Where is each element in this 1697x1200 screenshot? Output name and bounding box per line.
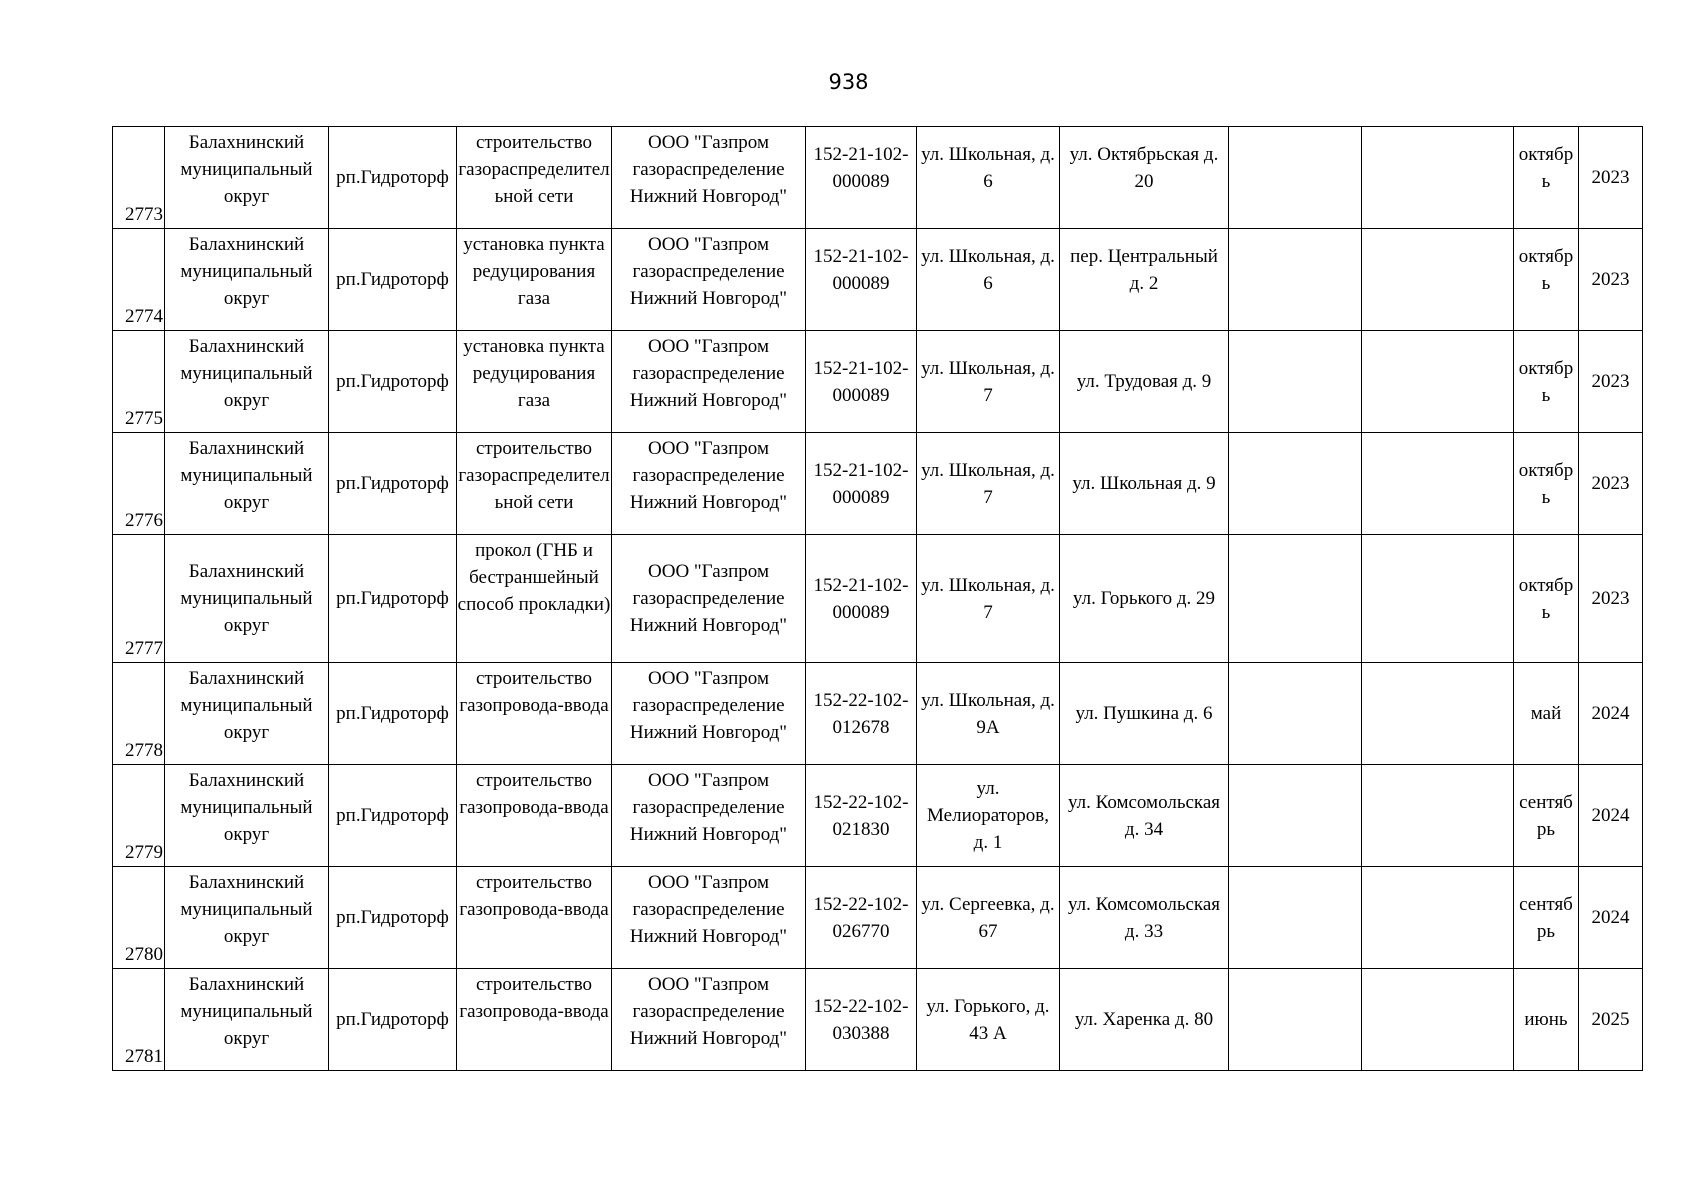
code-cell: 152-21-102-000089 xyxy=(806,433,917,535)
settlement-cell: рп.Гидроторф xyxy=(329,867,457,969)
code-cell: 152-22-102-026770 xyxy=(806,867,917,969)
month-cell: октябрь xyxy=(1514,127,1579,229)
row-number: 2778 xyxy=(113,663,165,765)
table-row xyxy=(113,867,1643,969)
work-type-cell: установка пункта редуцирования газа xyxy=(457,331,612,433)
row-number: 2781 xyxy=(113,969,165,1071)
district-cell: Балахнинский муниципальный округ xyxy=(165,433,329,535)
address-cell: ул. Школьная, д. 7 xyxy=(917,331,1060,433)
address-cell: ул. Школьная, д. 6 xyxy=(917,127,1060,229)
table-row xyxy=(113,969,1643,1071)
month-cell: октябрь xyxy=(1514,433,1579,535)
settlement-cell: рп.Гидроторф xyxy=(329,229,457,331)
empty-cell xyxy=(1362,765,1514,867)
empty-cell xyxy=(1362,229,1514,331)
month-cell: октябрь xyxy=(1514,229,1579,331)
empty-cell xyxy=(1229,229,1362,331)
settlement-cell: рп.Гидроторф xyxy=(329,765,457,867)
empty-cell xyxy=(1229,331,1362,433)
empty-cell xyxy=(1362,331,1514,433)
work-type-cell: строительство газопровода-ввода xyxy=(457,765,612,867)
connection-address-cell: ул. Горького д. 29 xyxy=(1060,535,1229,663)
address-cell: ул. Мелиораторов, д. 1 xyxy=(917,765,1060,867)
code-cell: 152-21-102-000089 xyxy=(806,331,917,433)
empty-cell xyxy=(1229,433,1362,535)
district-cell: Балахнинский муниципальный округ xyxy=(165,229,329,331)
district-cell: Балахнинский муниципальный округ xyxy=(165,867,329,969)
month-cell: октябрь xyxy=(1514,535,1579,663)
district-cell: Балахнинский муниципальный округ xyxy=(165,331,329,433)
work-type-cell: строительство газопровода-ввода xyxy=(457,663,612,765)
code-cell: 152-22-102-021830 xyxy=(806,765,917,867)
organization-cell: ООО "Газпром газораспределение Нижний Новгород" xyxy=(612,433,806,535)
year-cell: 2024 xyxy=(1579,663,1643,765)
district-cell: Балахнинский муниципальный округ xyxy=(165,663,329,765)
connection-address-cell: ул. Трудовая д. 9 xyxy=(1060,331,1229,433)
empty-cell xyxy=(1229,127,1362,229)
work-type-cell: строительство газораспределительной сети xyxy=(457,433,612,535)
address-cell: ул. Школьная, д. 9А xyxy=(917,663,1060,765)
row-number: 2780 xyxy=(113,867,165,969)
table-row xyxy=(113,229,1643,331)
work-type-cell: установка пункта редуцирования газа xyxy=(457,229,612,331)
year-cell: 2024 xyxy=(1579,867,1643,969)
empty-cell xyxy=(1362,127,1514,229)
address-cell: ул. Горького, д. 43 А xyxy=(917,969,1060,1071)
table-row xyxy=(113,433,1643,535)
settlement-cell: рп.Гидроторф xyxy=(329,433,457,535)
connection-address-cell: пер. Центральный д. 2 xyxy=(1060,229,1229,331)
empty-cell xyxy=(1362,663,1514,765)
settlement-cell: рп.Гидроторф xyxy=(329,331,457,433)
gas-works-table xyxy=(112,126,1643,1071)
organization-cell: ООО "Газпром газораспределение Нижний Новгород" xyxy=(612,765,806,867)
district-cell: Балахнинский муниципальный округ xyxy=(165,969,329,1071)
year-cell: 2023 xyxy=(1579,229,1643,331)
district-cell: Балахнинский муниципальный округ xyxy=(165,127,329,229)
month-cell: октябрь xyxy=(1514,331,1579,433)
row-number: 2775 xyxy=(113,331,165,433)
empty-cell xyxy=(1362,867,1514,969)
organization-cell: ООО "Газпром газораспределение Нижний Новгород" xyxy=(612,969,806,1071)
district-cell: Балахнинский муниципальный округ xyxy=(165,535,329,663)
organization-cell: ООО "Газпром газораспределение Нижний Новгород" xyxy=(612,663,806,765)
year-cell: 2023 xyxy=(1579,127,1643,229)
year-cell: 2023 xyxy=(1579,331,1643,433)
year-cell: 2023 xyxy=(1579,433,1643,535)
settlement-cell: рп.Гидроторф xyxy=(329,535,457,663)
table-row xyxy=(113,663,1643,765)
work-type-cell: строительство газопровода-ввода xyxy=(457,867,612,969)
code-cell: 152-22-102-012678 xyxy=(806,663,917,765)
empty-cell xyxy=(1229,765,1362,867)
month-cell: сентябрь xyxy=(1514,867,1579,969)
settlement-cell: рп.Гидроторф xyxy=(329,663,457,765)
table-row xyxy=(113,765,1643,867)
organization-cell: ООО "Газпром газораспределение Нижний Новгород" xyxy=(612,127,806,229)
empty-cell xyxy=(1229,663,1362,765)
address-cell: ул. Школьная, д. 7 xyxy=(917,535,1060,663)
organization-cell: ООО "Газпром газораспределение Нижний Новгород" xyxy=(612,867,806,969)
year-cell: 2025 xyxy=(1579,969,1643,1071)
work-type-cell: прокол (ГНБ и бестраншейный способ прокладки) xyxy=(457,535,612,663)
connection-address-cell: ул. Пушкина д. 6 xyxy=(1060,663,1229,765)
year-cell: 2024 xyxy=(1579,765,1643,867)
address-cell: ул. Школьная, д. 6 xyxy=(917,229,1060,331)
empty-cell xyxy=(1362,535,1514,663)
code-cell: 152-21-102-000089 xyxy=(806,127,917,229)
connection-address-cell: ул. Комсомольская д. 33 xyxy=(1060,867,1229,969)
empty-cell xyxy=(1229,969,1362,1071)
address-cell: ул. Сергеевка, д. 67 xyxy=(917,867,1060,969)
work-type-cell: строительство газопровода-ввода xyxy=(457,969,612,1071)
row-number: 2774 xyxy=(113,229,165,331)
connection-address-cell: ул. Октябрьская д. 20 xyxy=(1060,127,1229,229)
organization-cell: ООО "Газпром газораспределение Нижний Новгород" xyxy=(612,535,806,663)
settlement-cell: рп.Гидроторф xyxy=(329,127,457,229)
row-number: 2779 xyxy=(113,765,165,867)
empty-cell xyxy=(1362,969,1514,1071)
organization-cell: ООО "Газпром газораспределение Нижний Новгород" xyxy=(612,229,806,331)
code-cell: 152-22-102-030388 xyxy=(806,969,917,1071)
month-cell: июнь xyxy=(1514,969,1579,1071)
code-cell: 152-21-102-000089 xyxy=(806,535,917,663)
page-number: 938 xyxy=(828,70,869,94)
settlement-cell: рп.Гидроторф xyxy=(329,969,457,1071)
month-cell: май xyxy=(1514,663,1579,765)
table-row xyxy=(113,127,1643,229)
empty-cell xyxy=(1229,867,1362,969)
row-number: 2773 xyxy=(113,127,165,229)
address-cell: ул. Школьная, д. 7 xyxy=(917,433,1060,535)
connection-address-cell: ул. Школьная д. 9 xyxy=(1060,433,1229,535)
code-cell: 152-21-102-000089 xyxy=(806,229,917,331)
work-type-cell: строительство газораспределительной сети xyxy=(457,127,612,229)
year-cell: 2023 xyxy=(1579,535,1643,663)
connection-address-cell: ул. Комсомольская д. 34 xyxy=(1060,765,1229,867)
row-number: 2776 xyxy=(113,433,165,535)
empty-cell xyxy=(1229,535,1362,663)
empty-cell xyxy=(1362,433,1514,535)
connection-address-cell: ул. Харенка д. 80 xyxy=(1060,969,1229,1071)
district-cell: Балахнинский муниципальный округ xyxy=(165,765,329,867)
table-row xyxy=(113,535,1643,663)
table-row xyxy=(113,331,1643,433)
organization-cell: ООО "Газпром газораспределение Нижний Новгород" xyxy=(612,331,806,433)
row-number: 2777 xyxy=(113,535,165,663)
month-cell: сентябрь xyxy=(1514,765,1579,867)
